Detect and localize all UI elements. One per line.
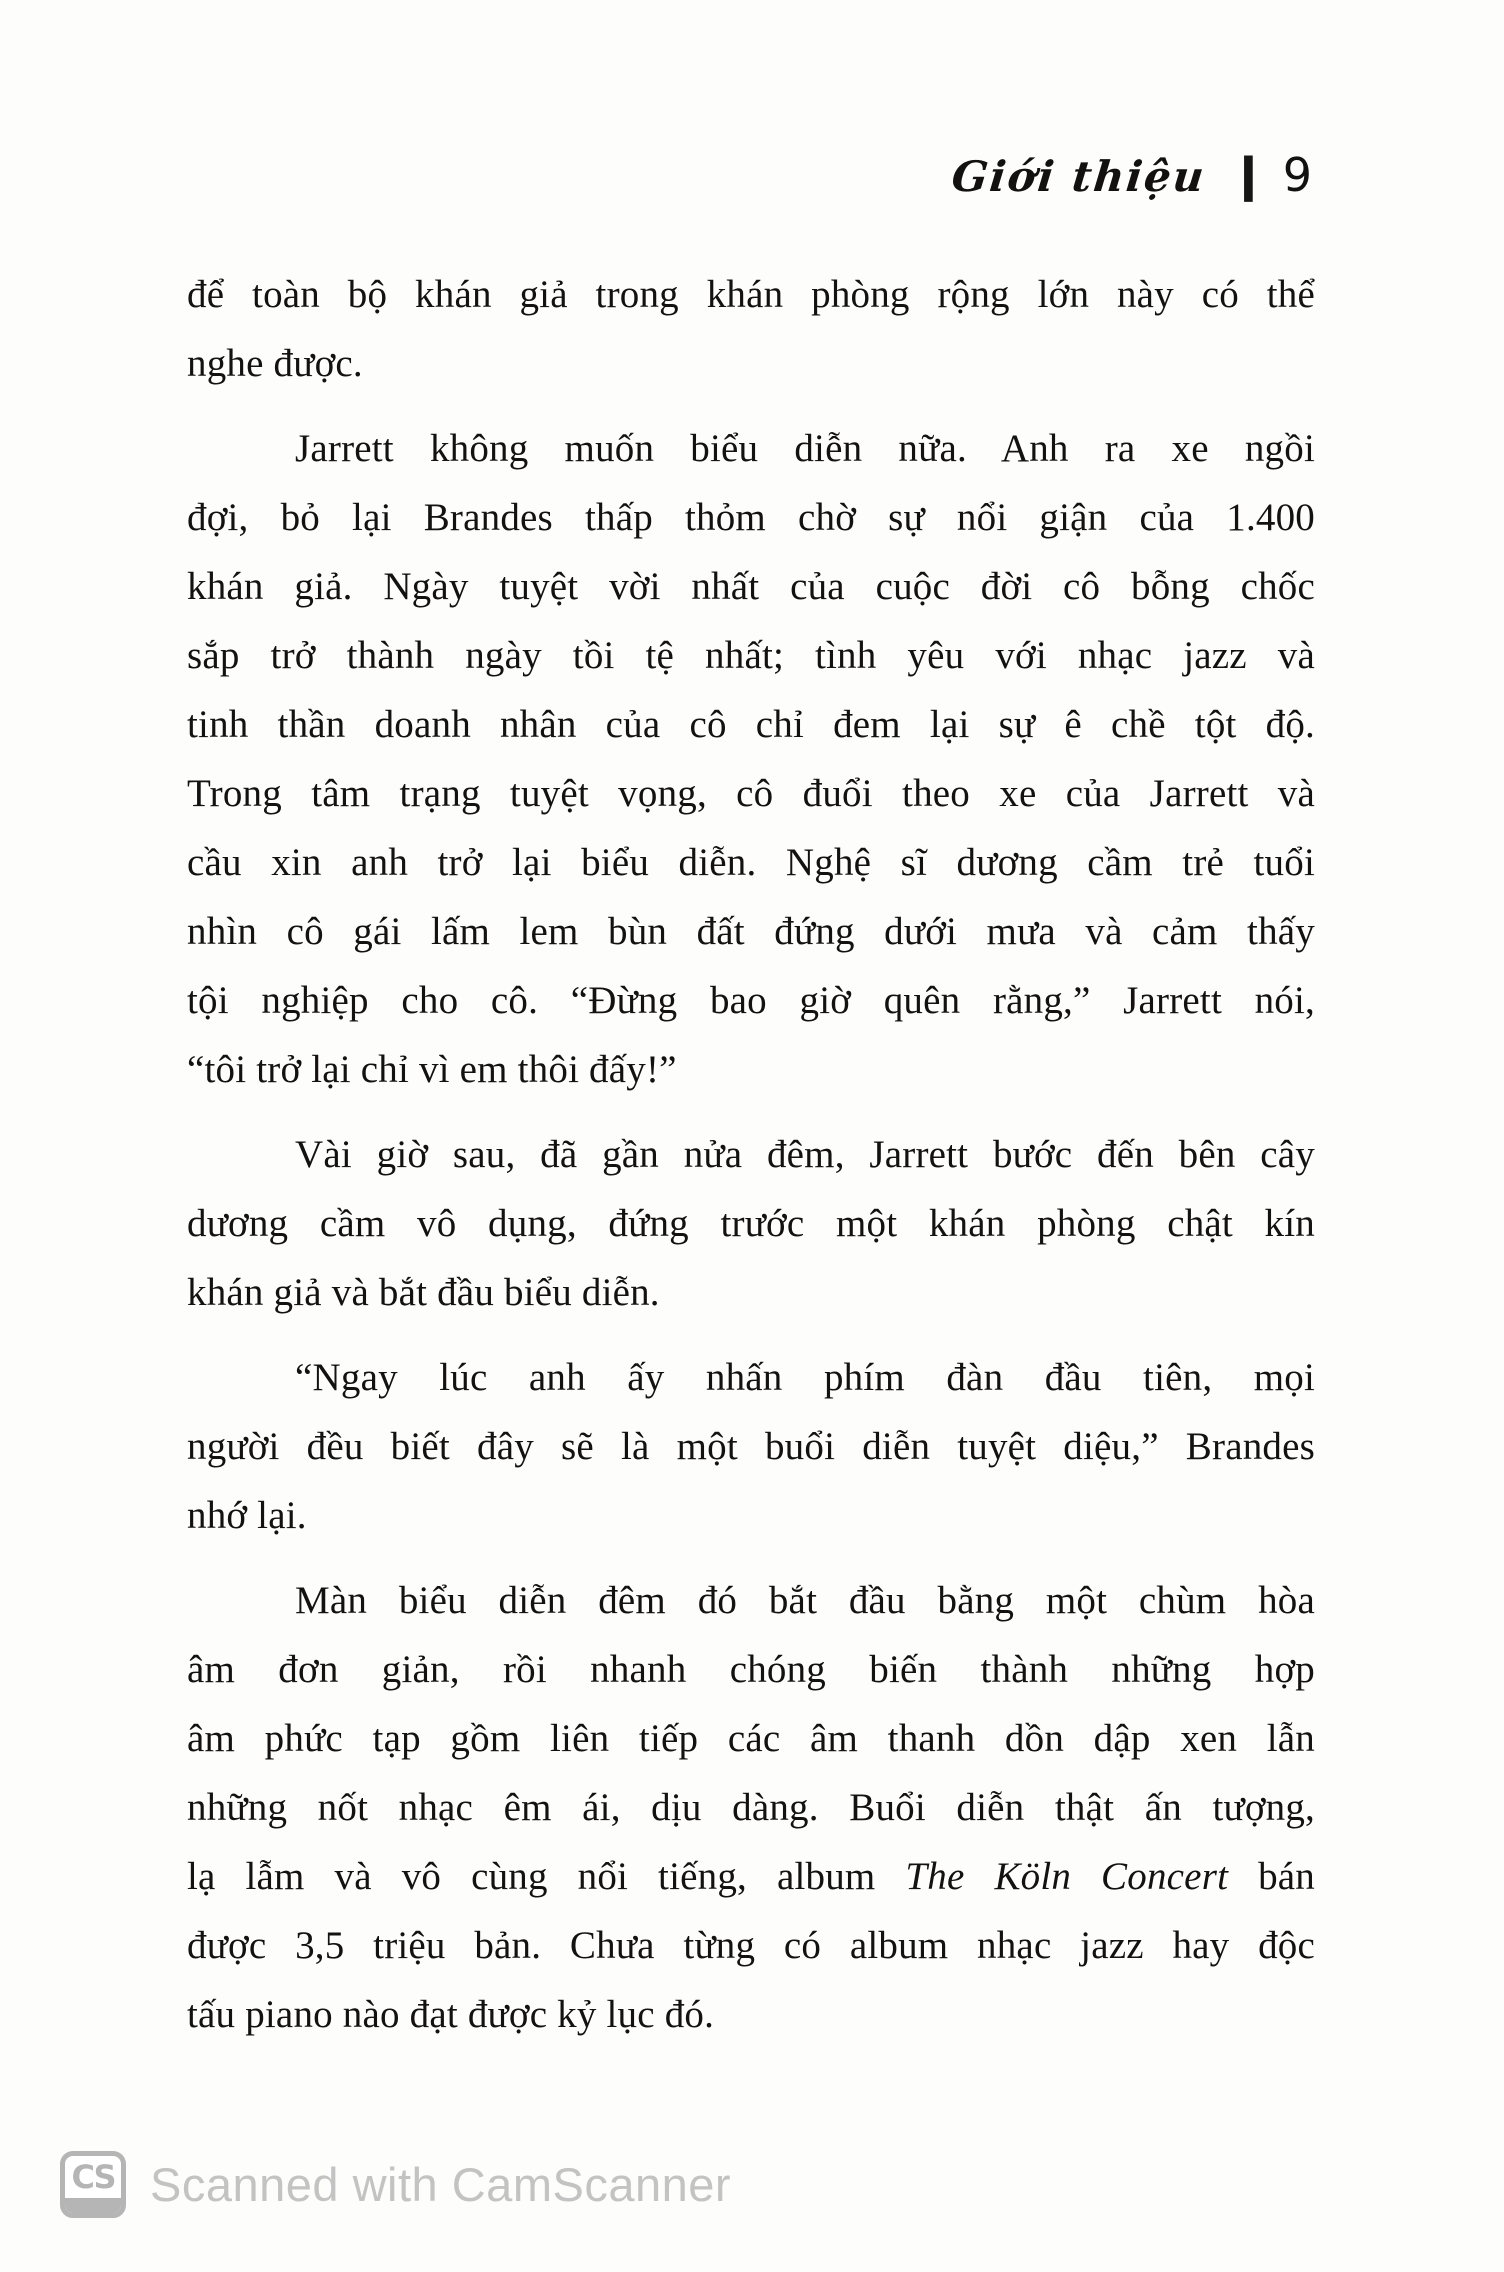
text-segment: những nốt nhạc êm ái, dịu dàng. Buổi diễn thật ấn tượng, [187,1786,1315,1829]
paragraph [187,414,1315,1104]
text-segment: Jarrett không muốn biểu diễn nữa. Anh ra xe ngồi [295,427,1315,470]
text-segment: nhìn cô gái lấm lem bùn đất đứng dưới mưa và cảm thấy [187,910,1315,953]
camscanner-watermark [60,2151,731,2218]
text-segment: tinh thần doanh nhân của cô chỉ đem lại sự ê chề tột độ. [187,703,1315,746]
text-segment: được 3,5 triệu bản. Chưa từng có album nhạc jazz hay độc [187,1924,1315,1967]
text-line [187,828,1315,897]
text-segment: khán giả. Ngày tuyệt vời nhất của cuộc đời cô bỗng chốc [187,565,1315,608]
text-segment: để toàn bộ khán giả trong khán phòng rộng lớn này có thể [187,273,1315,316]
text-segment: bán [1228,1855,1315,1898]
text-line [187,1842,1315,1911]
text-line [187,329,1315,398]
text-segment: âm phức tạp gồm liên tiếp các âm thanh dồn dập xen lẫn [187,1717,1315,1760]
text-segment: Trong tâm trạng tuyệt vọng, cô đuổi theo xe của Jarrett và [187,772,1315,815]
text-line [187,1189,1315,1258]
text-segment: dương cầm vô dụng, đứng trước một khán phòng chật kín [187,1202,1315,1245]
text-line [187,414,1315,483]
text-line [187,966,1315,1035]
camscanner-label: Scanned with CamScanner [150,2158,732,2211]
text-line [187,1704,1315,1773]
text-segment: đợi, bỏ lại Brandes thấp thỏm chờ sự nổi giận của 1.400 [187,496,1315,539]
text-line [187,1481,1315,1550]
paragraph [187,260,1315,398]
text-line [187,690,1315,759]
text-line [187,1412,1315,1481]
page-number: 9 [1282,148,1313,202]
text-segment: lạ lẫm và vô cùng nổi tiếng, album [187,1855,906,1898]
text-segment: sắp trở thành ngày tồi tệ nhất; tình yêu với nhạc jazz và [187,634,1315,677]
paragraph [187,1120,1315,1327]
text-segment: “tôi trở lại chỉ vì em thôi đấy!” [187,1048,677,1091]
text-line [187,1566,1315,1635]
text-line [187,897,1315,966]
text-line [187,759,1315,828]
text-segment: âm đơn giản, rồi nhanh chóng biến thành những hợp [187,1648,1315,1691]
page-body [187,260,1315,2049]
text-line [187,260,1315,329]
camscanner-logo-base [65,2198,121,2213]
text-line [187,1258,1315,1327]
text-line [187,1773,1315,1842]
text-segment: tấu piano nào đạt được kỷ lục đó. [187,1993,715,2036]
text-line [187,552,1315,621]
text-segment: nghe được. [187,342,363,385]
chapter-title: Giới thiệu [949,152,1209,201]
text-segment: cầu xin anh trở lại biểu diễn. Nghệ sĩ dương cầm trẻ tuổi [187,841,1315,884]
text-segment: người đều biết đây sẽ là một buổi diễn tuyệt diệu,” Brandes [187,1425,1315,1468]
text-line [187,1120,1315,1189]
text-segment: tội nghiệp cho cô. “Đừng bao giờ quên rằng,” Jarrett nói, [187,979,1315,1022]
text-segment: khán giả và bắt đầu biểu diễn. [187,1271,660,1314]
camscanner-logo-letters: CS [71,2158,115,2196]
camscanner-logo-icon [60,2151,126,2218]
header-separator: | [1234,148,1263,202]
text-line [187,1911,1315,1980]
text-segment: “Ngay lúc anh ấy nhấn phím đàn đầu tiên, mọi [295,1356,1315,1399]
text-line [187,483,1315,552]
text-segment: Vài giờ sau, đã gần nửa đêm, Jarrett bước đến bên cây [295,1133,1315,1176]
text-line [187,621,1315,690]
text-line [187,1980,1315,2049]
text-segment: nhớ lại. [187,1494,307,1537]
text-line [187,1635,1315,1704]
paragraph [187,1343,1315,1550]
text-segment: Màn biểu diễn đêm đó bắt đầu bằng một chùm hòa [295,1579,1315,1622]
paragraph [187,1566,1315,2049]
running-header [189,148,1313,202]
album-title-italic: The Köln Concert [905,1855,1229,1898]
text-line [187,1035,1315,1104]
text-line [187,1343,1315,1412]
